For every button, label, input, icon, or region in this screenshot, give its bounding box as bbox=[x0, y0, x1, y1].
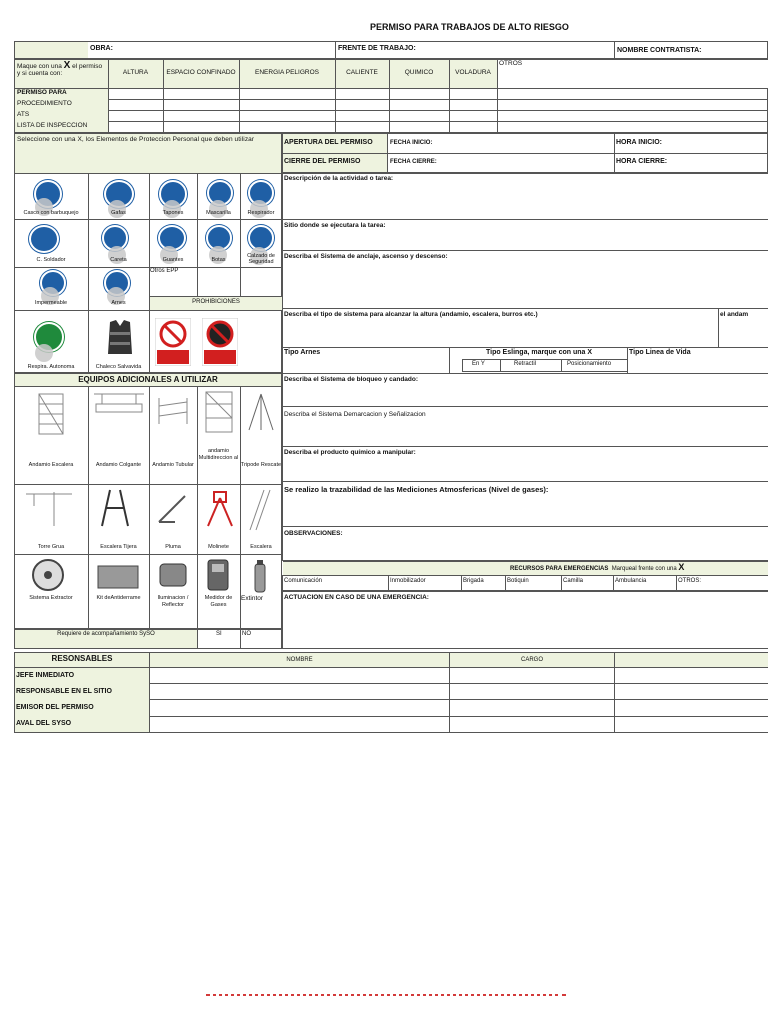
eq-extractor: Sistema Extractor bbox=[29, 595, 73, 601]
rec-botiquin[interactable]: Botiquin bbox=[507, 578, 529, 584]
syso-no[interactable]: NO bbox=[242, 631, 251, 637]
q-demarcacion: Describa el Sistema Demarcacion y Señalizacion bbox=[284, 411, 426, 418]
row-ats: ATS bbox=[17, 111, 30, 118]
eq-escalera-tijera: Escalera Tijera bbox=[100, 544, 137, 550]
resp-title: RESONSABLES bbox=[51, 654, 113, 663]
page-title: PERMISO PARA TRABAJOS DE ALTO RIESGO bbox=[370, 22, 569, 32]
marque-instruction: Maque con una X el permiso y si cuenta con: bbox=[17, 60, 103, 77]
tubular-scaffold-icon bbox=[155, 396, 191, 431]
tower-crane-icon bbox=[24, 488, 74, 533]
eq-escalera: Escalera bbox=[250, 544, 272, 550]
epp-tapones: Tapones bbox=[162, 210, 184, 216]
equipos-title: EQUIPOS ADICIONALES A UTILIZAR bbox=[78, 375, 218, 384]
q-andam-cut: el andam bbox=[720, 311, 749, 318]
eq-pluma: Pluma bbox=[165, 544, 181, 550]
syso-label: Requiere de acompañamiento SySO bbox=[57, 631, 155, 637]
eq-andamio-multi: andamio Multidireccion al bbox=[198, 448, 239, 461]
obra-label: OBRA: bbox=[90, 45, 113, 52]
epp-arnes: Arnes bbox=[111, 300, 126, 306]
extractor-fan-icon bbox=[30, 558, 66, 597]
eq-extintor: Extintor bbox=[241, 595, 264, 602]
resp-emisor: EMISOR DEL PERMISO bbox=[16, 704, 94, 711]
jib-crane-icon bbox=[155, 490, 191, 531]
hora-inicio: HORA INICIO: bbox=[616, 139, 663, 146]
q-tipo-arnes: Tipo Arnes bbox=[284, 349, 321, 356]
no-smoking-sign bbox=[155, 318, 191, 366]
row-procedimiento: PROCEDIMIENTO bbox=[17, 100, 72, 107]
col-voladura: VOLADURA bbox=[455, 69, 491, 76]
eq-medidor: Medidor de Gases bbox=[204, 595, 233, 608]
q-trazabilidad: Se realizo la trazabilidad de las Mediciones Atmosfericas (Nivel de gases): bbox=[284, 485, 549, 494]
multidirectional-scaffold-icon bbox=[202, 390, 236, 439]
welder-icon bbox=[29, 225, 59, 253]
q-descripcion: Descripción de la actividad o tarea: bbox=[284, 175, 394, 182]
row-lista: LISTA DE INSPECCION bbox=[17, 122, 88, 129]
col-otros: OTROS bbox=[499, 60, 523, 67]
eslinga-en-y[interactable]: En Y bbox=[472, 361, 485, 367]
syso-si[interactable]: SI bbox=[216, 631, 222, 637]
actuacion-label: ACTUACION EN CASO DE UNA EMERGENCIA: bbox=[284, 594, 429, 601]
epp-careta: Careta bbox=[110, 257, 127, 263]
epp-mascarilla: Mascarilla bbox=[206, 210, 231, 216]
contratista-label: NOMBRE CONTRATISTA: bbox=[617, 47, 702, 54]
hora-cierre: HORA CIERRE: bbox=[616, 158, 668, 165]
resp-cargo: CARGO bbox=[520, 657, 543, 663]
rec-camilla[interactable]: Camilla bbox=[563, 578, 584, 584]
epp-respira: Respira. Autonoma bbox=[27, 364, 75, 370]
eq-antiderrame: Kit deAntiderrame bbox=[96, 595, 141, 601]
epp-instruction: Seleccione con una X, los Elementos de Proteccion Personal que deben utilizar bbox=[17, 136, 255, 143]
eq-molinete: Molinete bbox=[208, 544, 229, 550]
col-caliente: CALIENTE bbox=[346, 69, 378, 76]
epp-casco: Casco con barbuquejo bbox=[23, 210, 79, 216]
q-bloqueo: Describa el Sistema de bloqueo y candado: bbox=[284, 376, 419, 383]
epp-impermeable: Impermeable bbox=[34, 300, 68, 306]
eq-torre-grua: Torre Grua bbox=[37, 544, 65, 550]
cierre-label: CIERRE DEL PERMISO bbox=[284, 158, 361, 165]
eq-andamio-escalera: Andamio Escalera bbox=[28, 462, 74, 468]
epp-botas: Botas bbox=[211, 257, 226, 263]
col-espacio: ESPACIO CONFINADO bbox=[166, 69, 236, 76]
epp-csoldador: C. Soldador bbox=[36, 257, 66, 263]
step-ladder-icon bbox=[100, 488, 130, 533]
col-energia: ENERGIA PELIGROS bbox=[255, 69, 319, 76]
resp-aval: AVAL DEL SYSO bbox=[16, 720, 72, 727]
col-quimico: QUIMICO bbox=[404, 69, 434, 76]
q-anclaje: Describa el Sistema de anclaje, ascenso y descenso: bbox=[284, 253, 448, 260]
prohibiciones-label: PROHIBICIONES bbox=[192, 299, 240, 305]
epp-calzado: Calzado de Seguridad bbox=[247, 253, 275, 265]
apertura-label: APERTURA DEL PERMISO bbox=[284, 139, 373, 146]
suspended-scaffold-icon bbox=[92, 392, 146, 421]
eq-andamio-colgante: Andamio Colgante bbox=[95, 462, 142, 468]
resp-jefe: JEFE INMEDIATO bbox=[16, 672, 75, 679]
otros-epp: Otros EPP bbox=[150, 268, 179, 274]
col-altura: ALTURA bbox=[122, 69, 149, 76]
epp-chaleco: Chaleco Salvavida bbox=[95, 364, 142, 370]
q-quimico: Describa el producto químico a manipular: bbox=[284, 449, 416, 456]
floodlight-icon bbox=[156, 562, 190, 597]
winch-icon bbox=[204, 488, 236, 533]
epp-gafas: Gafas bbox=[111, 210, 126, 216]
q-sitio: Sitio donde se ejecutara la tarea: bbox=[284, 222, 386, 229]
eq-tripode: Tripode Rescate bbox=[240, 462, 282, 468]
q-tipo-linea: Tipo Linea de Vida bbox=[629, 349, 691, 356]
scaffold-ladder-icon bbox=[36, 392, 66, 441]
footer-controlled-copy bbox=[206, 992, 566, 996]
resp-sitio: RESPONSABLE EN EL SITIO bbox=[16, 688, 112, 695]
eq-iluminacion: Iluminacion / Reflector bbox=[157, 595, 189, 608]
rec-inmobilizador[interactable]: Inmobilizador bbox=[390, 578, 426, 584]
resp-nombre: NOMBRE bbox=[286, 657, 313, 663]
eslinga-retractil[interactable]: Retractil bbox=[514, 361, 537, 367]
rescue-tripod-icon bbox=[246, 392, 276, 437]
recursos-title-row: RECURSOS PARA EMERGENCIAS Marqueal frente con una X bbox=[510, 562, 685, 572]
ladder-icon bbox=[246, 488, 274, 537]
q-observaciones: OBSERVACIONES: bbox=[284, 530, 343, 537]
eslinga-posicionamiento[interactable]: Posicionamiento bbox=[567, 361, 612, 367]
frente-label: FRENTE DE TRABAJO: bbox=[338, 45, 416, 52]
life-vest-icon bbox=[104, 318, 136, 356]
fecha-inicio: FECHA INICIO: bbox=[390, 140, 433, 146]
spill-kit-icon bbox=[96, 562, 140, 595]
rec-ambulancia[interactable]: Ambulancia bbox=[615, 578, 647, 584]
rec-brigada[interactable]: Brigada bbox=[463, 578, 484, 584]
epp-guantes: Guantes bbox=[162, 257, 184, 263]
epp-respirador: Respirador bbox=[247, 210, 275, 216]
fecha-cierre: FECHA CIERRE: bbox=[390, 159, 437, 165]
no-entry-sign bbox=[202, 318, 238, 366]
rec-otros[interactable]: OTROS: bbox=[678, 578, 702, 584]
rec-comunicacion[interactable]: Comunicación bbox=[284, 578, 323, 584]
row-permiso: PERMISO PARA bbox=[17, 89, 67, 96]
eq-andamio-tubular: Andamio Tubular bbox=[152, 462, 194, 468]
q-tipo-eslinga: Tipo Eslinga, marque con una X bbox=[485, 349, 593, 356]
extinguisher-icon bbox=[250, 558, 270, 599]
q-tipo-sistema: Describa el tipo de sistema para alcanzar la altura (andamio, escalera, burros etc.) bbox=[284, 311, 538, 318]
gas-detector-icon bbox=[206, 558, 230, 597]
